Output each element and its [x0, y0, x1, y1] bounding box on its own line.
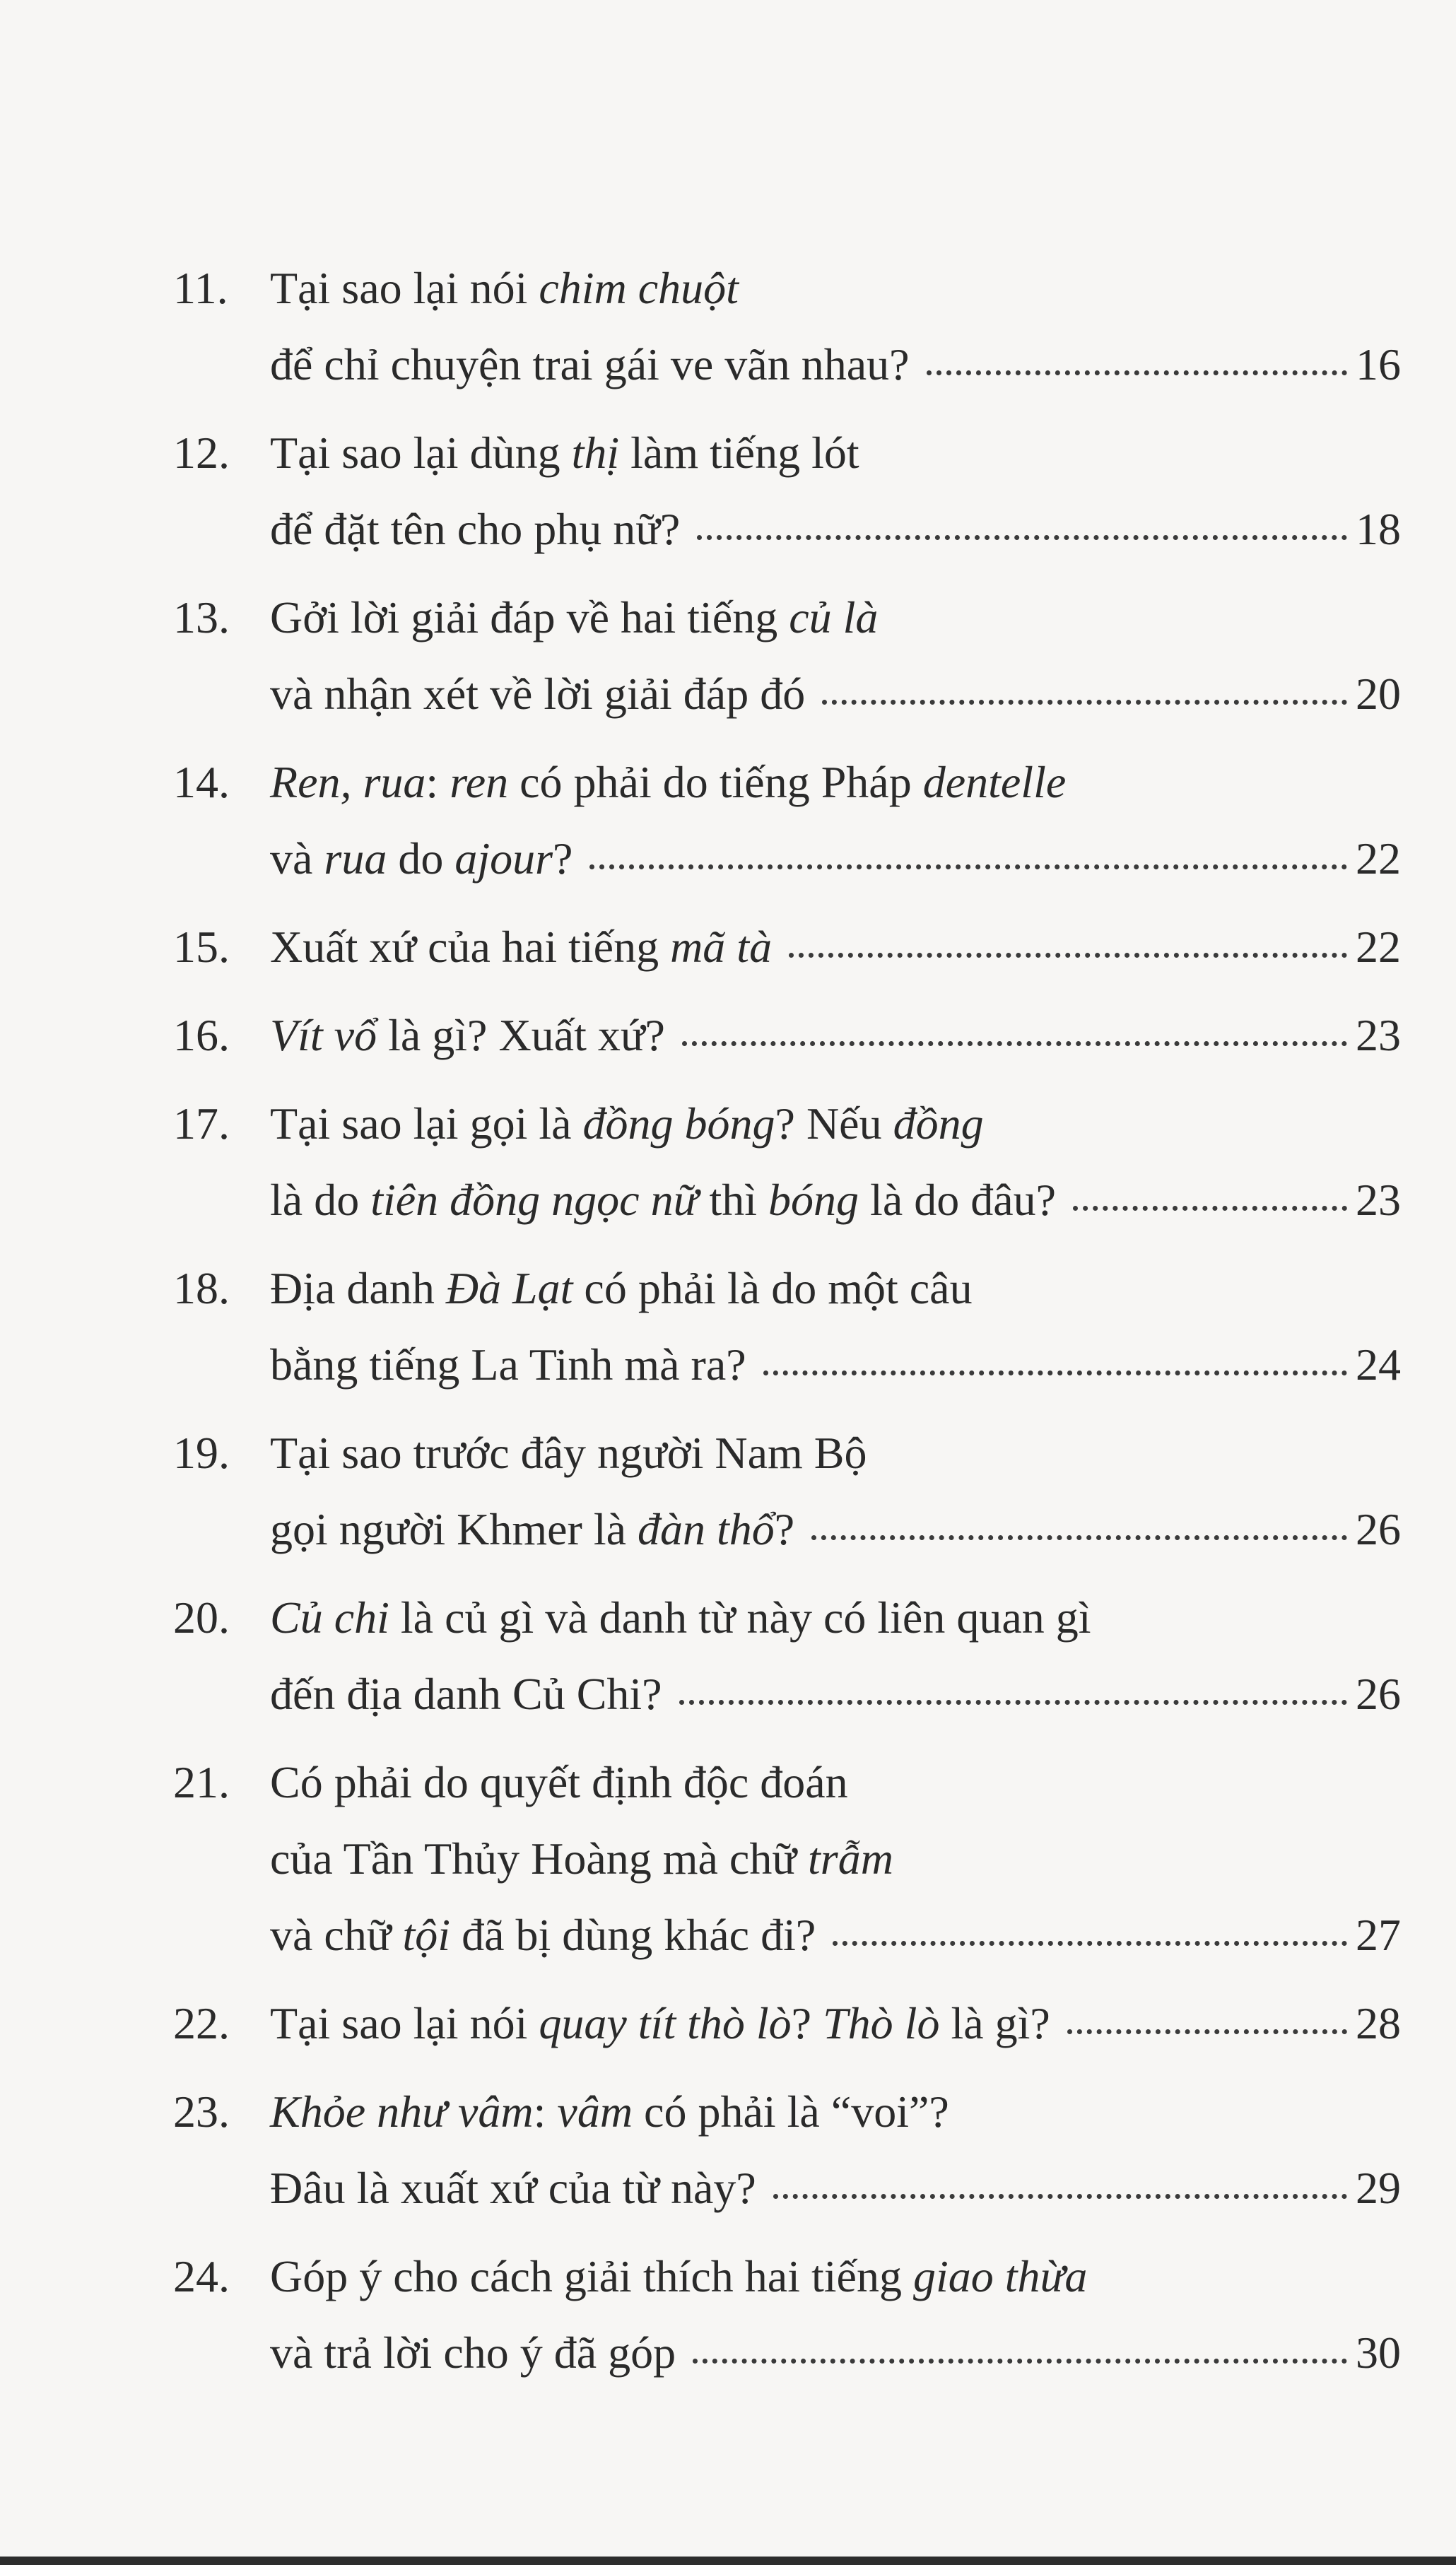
page-bottom-edge: [0, 2557, 1456, 2565]
entry-title-last-line: [270, 488, 1401, 570]
entry-title-line: [270, 412, 1401, 494]
italic-term: giao thừa: [912, 2251, 1088, 2301]
entry-title-last-line: [270, 1894, 1401, 1976]
title-segment: và nhận xét về lời giải đáp đó: [270, 669, 806, 719]
entry-number: 24.: [173, 2251, 230, 2301]
title-segment: Tại sao lại dùng: [270, 428, 572, 478]
entry-title-text: [270, 428, 859, 478]
title-segment: Đâu là xuất xứ của từ này?: [270, 2163, 756, 2213]
title-segment: Tại sao lại nói: [270, 263, 539, 313]
entry-title-text: [270, 906, 772, 988]
dot-leader: [833, 1941, 1347, 1946]
entry-title-last-line: [270, 1983, 1401, 2065]
entry-title-last-line: [270, 2147, 1401, 2229]
title-segment: ?: [774, 1504, 795, 1554]
entry-title-line: [270, 2236, 1401, 2318]
entry-number: 16.: [173, 1010, 230, 1060]
entry-number: 12.: [173, 428, 230, 478]
entry-title-text: [270, 488, 680, 570]
title-segment: ?: [791, 1998, 823, 2048]
title-segment: đến địa danh Củ Chi?: [270, 1669, 662, 1719]
page-number: 27: [1356, 1910, 1401, 1960]
entry-title-line: [270, 1577, 1401, 1659]
page-number: 18: [1356, 504, 1401, 554]
dot-leader: [927, 370, 1348, 375]
italic-term: vâm: [557, 2086, 633, 2137]
entry-title-text: [270, 2086, 949, 2137]
entry-number: 18.: [173, 1263, 230, 1313]
page-number: 22: [1356, 833, 1401, 884]
entry-number: 11.: [173, 263, 228, 313]
title-segment: và chữ: [270, 1910, 403, 1960]
entry-title-last-line: [270, 906, 1401, 988]
entry-title-line: [270, 247, 1401, 329]
title-segment: do: [387, 833, 455, 884]
dot-leader: [589, 864, 1347, 869]
italic-term: bóng: [768, 1175, 859, 1225]
page-number: 20: [1356, 669, 1401, 719]
italic-term: đồng bóng: [582, 1098, 775, 1149]
entry-title-text: [270, 1263, 973, 1313]
italic-term: rua: [324, 833, 387, 884]
italic-term: củ là: [789, 592, 879, 642]
title-segment: :: [425, 757, 450, 807]
dot-leader: [1073, 1206, 1347, 1211]
page-number: 22: [1356, 922, 1401, 972]
dot-leader: [1067, 2029, 1347, 2034]
entry-title-line: [270, 1083, 1401, 1165]
entry-title-last-line: [270, 1159, 1401, 1241]
entry-title-text: [270, 2312, 676, 2394]
title-segment: có phải là do một câu: [573, 1263, 973, 1313]
italic-term: mã tà: [670, 922, 773, 972]
title-segment: Tại sao lại gọi là: [270, 1098, 583, 1149]
italic-term: ren: [450, 757, 509, 807]
title-segment: Góp ý cho cách giải thích hai tiếng: [270, 2251, 913, 2301]
title-segment: ?: [553, 833, 573, 884]
entry-title-line: [270, 1742, 1401, 1824]
title-segment: có phải là “voi”?: [633, 2086, 949, 2137]
entry-title-text: [270, 1653, 662, 1735]
italic-term: Khỏe như vâm: [270, 2086, 534, 2137]
title-segment: làm tiếng lót: [619, 428, 859, 478]
title-segment: của Tần Thủy Hoàng mà chữ: [270, 1833, 808, 1884]
entry-title-last-line: [270, 994, 1401, 1076]
entry-number: 21.: [173, 1757, 230, 1807]
title-segment: là gì? Xuất xứ?: [377, 1010, 665, 1060]
dot-leader: [773, 2194, 1347, 2199]
italic-term: đồng: [893, 1098, 984, 1149]
entry-title-text: [270, 1894, 816, 1976]
italic-term: Củ chi: [270, 1592, 389, 1643]
dot-leader: [682, 1041, 1347, 1046]
entry-number: 14.: [173, 757, 230, 807]
dot-leader: [789, 953, 1347, 958]
entry-title-text: [270, 324, 910, 406]
italic-term: trẫm: [808, 1833, 893, 1884]
dot-leader: [811, 1535, 1347, 1540]
italic-term: Vít vổ: [270, 1010, 377, 1060]
italic-term: Thò lò: [823, 1998, 940, 2048]
page-number: 29: [1356, 2163, 1401, 2213]
title-segment: gọi người Khmer là: [270, 1504, 638, 1554]
title-segment: ? Nếu: [775, 1098, 893, 1149]
dot-leader: [763, 1370, 1347, 1375]
entry-title-text: [270, 653, 805, 735]
entry-title-text: [270, 1098, 984, 1149]
entry-title-line: [270, 1818, 1401, 1900]
page-number: 23: [1356, 1010, 1401, 1060]
entry-title-text: [270, 2251, 1087, 2301]
page-number: 26: [1356, 1504, 1401, 1554]
entry-title-text: [270, 994, 665, 1076]
entry-number: 17.: [173, 1098, 230, 1149]
entry-title-text: [270, 1983, 1050, 2065]
entry-title-text: [270, 1159, 1056, 1241]
title-segment: để đặt tên cho phụ nữ?: [270, 504, 681, 554]
entry-title-text: [270, 2147, 756, 2229]
entry-number: 19.: [173, 1428, 230, 1478]
title-segment: và trả lời cho ý đã góp: [270, 2328, 676, 2378]
title-segment: Tại sao trước đây người Nam Bộ: [270, 1428, 867, 1478]
dot-leader: [697, 535, 1347, 540]
entry-title-text: [270, 818, 573, 900]
entry-number: 22.: [173, 1998, 230, 2048]
title-segment: là do: [270, 1175, 371, 1225]
dot-leader: [693, 2359, 1347, 2364]
title-segment: :: [533, 2086, 558, 2137]
italic-term: Đà Lạt: [445, 1263, 573, 1313]
page-number: 28: [1356, 1998, 1401, 2048]
entry-title-text: [270, 757, 1066, 807]
title-segment: để chỉ chuyện trai gái ve vãn nhau?: [270, 339, 910, 389]
title-segment: Địa danh: [270, 1263, 446, 1313]
entry-title-last-line: [270, 1653, 1401, 1735]
page-number: 30: [1356, 2328, 1401, 2378]
entry-title-last-line: [270, 818, 1401, 900]
page-number: 26: [1356, 1669, 1401, 1719]
entry-title-line: [270, 2071, 1401, 2153]
dot-leader: [679, 1700, 1347, 1705]
entry-title-text: [270, 1428, 867, 1478]
title-segment: đã bị dùng khác đi?: [450, 1910, 816, 1960]
entry-title-text: [270, 1833, 893, 1884]
title-segment: Gởi lời giải đáp về hai tiếng: [270, 592, 789, 642]
italic-term: ajour: [454, 833, 553, 884]
dot-leader: [822, 700, 1347, 705]
title-segment: và: [270, 833, 324, 884]
entry-title-text: [270, 1592, 1091, 1643]
page-number: 23: [1356, 1175, 1401, 1225]
page-number: 24: [1356, 1339, 1401, 1390]
title-segment: có phải do tiếng Pháp: [508, 757, 923, 807]
italic-term: chim chuột: [539, 263, 739, 313]
italic-term: dentelle: [922, 757, 1067, 807]
entry-title-text: [270, 1489, 794, 1571]
title-segment: bằng tiếng La Tinh mà ra?: [270, 1339, 746, 1390]
entry-number: 13.: [173, 592, 230, 642]
entry-title-last-line: [270, 2312, 1401, 2394]
title-segment: Xuất xứ của hai tiếng: [270, 922, 671, 972]
entry-number: 15.: [173, 922, 230, 972]
title-segment: là củ gì và danh từ này có liên quan gì: [389, 1592, 1091, 1643]
entry-number: 23.: [173, 2086, 230, 2137]
title-segment: thì: [698, 1175, 769, 1225]
entry-title-last-line: [270, 653, 1401, 735]
entry-title-text: [270, 592, 878, 642]
entry-title-line: [270, 1248, 1401, 1330]
italic-term: tội: [402, 1910, 451, 1960]
italic-term: thị: [571, 428, 620, 478]
italic-term: đàn thổ: [638, 1504, 775, 1554]
italic-term: Ren, rua: [270, 757, 426, 807]
title-segment: Có phải do quyết định độc đoán: [270, 1757, 848, 1807]
italic-term: tiên đồng ngọc nữ: [370, 1175, 698, 1225]
entry-title-line: [270, 1412, 1401, 1494]
title-segment: là gì?: [939, 1998, 1050, 2048]
entry-title-text: [270, 1757, 848, 1807]
page-number: 16: [1356, 339, 1401, 389]
title-segment: Tại sao lại nói: [270, 1998, 539, 2048]
entry-title-text: [270, 263, 739, 313]
title-segment: là do đâu?: [859, 1175, 1057, 1225]
entry-title-last-line: [270, 324, 1401, 406]
entry-title-last-line: [270, 1324, 1401, 1406]
entry-title-text: [270, 1324, 746, 1406]
entry-title-line: [270, 741, 1401, 823]
entry-number: 20.: [173, 1592, 230, 1643]
entry-title-line: [270, 577, 1401, 659]
entry-title-last-line: [270, 1489, 1401, 1571]
italic-term: quay tít thò lò: [539, 1998, 792, 2048]
